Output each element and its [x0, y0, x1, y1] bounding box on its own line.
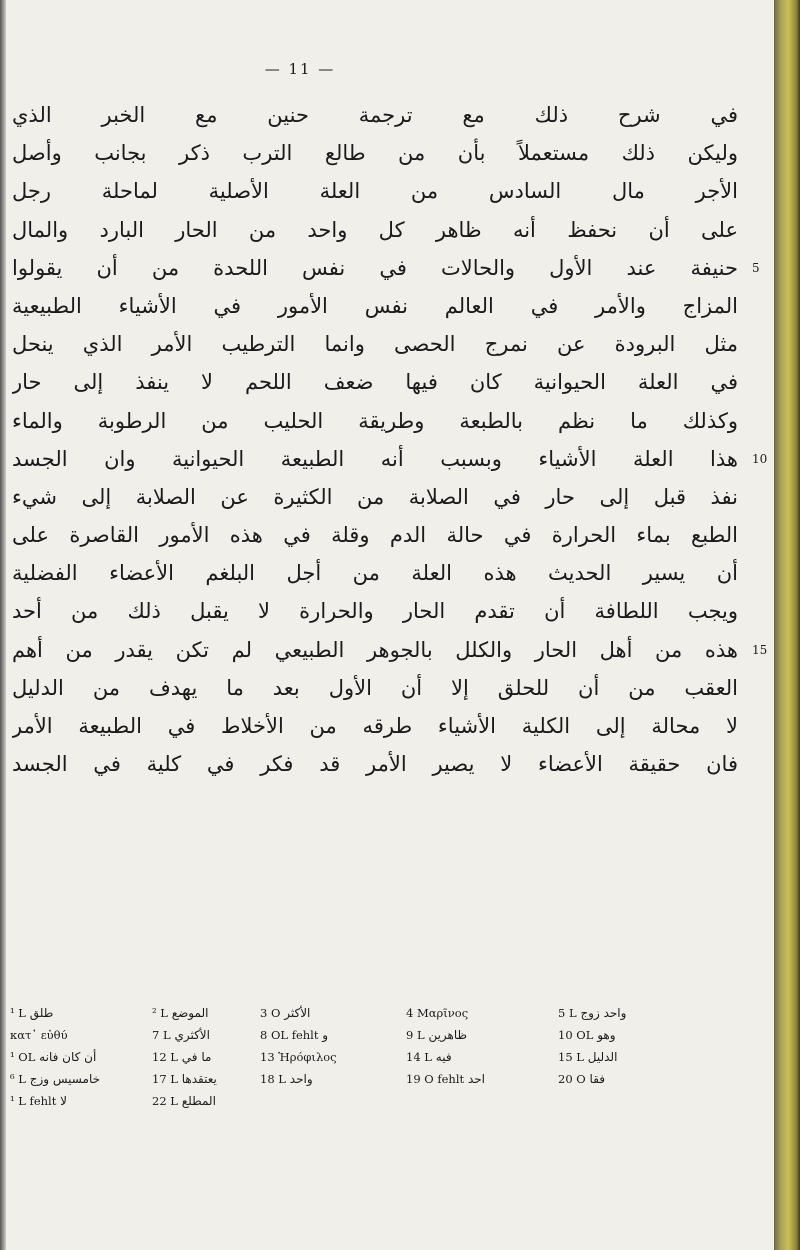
apparatus-entry — [558, 1046, 617, 1068]
apparatus-siglum: 10 OL — [558, 1028, 594, 1042]
text-line-content: هذه من أهل الحار والكلل بالجوهر الطبيعي لم تكن يقدر من أهم — [12, 637, 738, 662]
text-line-content: حنيفة عند الأول والحالات في نفس اللحدة من أن يقولوا — [12, 255, 738, 280]
apparatus-siglum: ¹ L — [10, 1006, 26, 1020]
apparatus-siglum: 19 O fehlt — [406, 1072, 465, 1086]
apparatus-row — [6, 1090, 746, 1112]
text-line — [12, 287, 738, 325]
text-line — [12, 249, 738, 287]
text-line-content: أن يسير الحديث هذه العلة من أجل البلغم الأعضاء الفضلية — [12, 561, 738, 586]
text-line-content: الأجر مال السادس من العلة الأصلية لماحلة رجل — [12, 179, 738, 204]
text-line — [12, 402, 738, 440]
apparatus-siglum: κατ᾽ εὐθύ — [10, 1028, 68, 1042]
line-number: 5 — [752, 260, 760, 275]
apparatus-entry — [260, 1046, 337, 1068]
apparatus-siglum: 20 O — [558, 1072, 586, 1086]
line-number: 10 — [752, 451, 768, 466]
apparatus-entry — [406, 1046, 452, 1068]
apparatus-reading: فيه — [431, 1050, 452, 1064]
apparatus-reading: احد — [464, 1072, 486, 1086]
apparatus-siglum: 14 L — [406, 1050, 432, 1064]
arabic-body-text — [12, 96, 738, 783]
apparatus-reading: ظاهرين — [424, 1028, 468, 1042]
book-spine-edge — [774, 0, 800, 1250]
text-line-content: الطبع بماء الحرارة في حالة الدم وقلة في هذه الأمور القاصرة على — [12, 523, 738, 548]
critical-apparatus — [6, 1002, 746, 1112]
apparatus-siglum: ² L — [152, 1006, 168, 1020]
text-line — [12, 554, 738, 592]
apparatus-reading: طلق — [25, 1006, 54, 1020]
apparatus-reading: الأكثري — [170, 1028, 210, 1042]
apparatus-entry — [558, 1024, 616, 1046]
apparatus-siglum: 15 L — [558, 1050, 584, 1064]
text-line — [12, 325, 738, 363]
text-line-content: مثل البرودة عن نمرج الحصى وانما الترطيب الأمر الذي ينحل — [12, 332, 738, 357]
apparatus-entry — [260, 1068, 313, 1090]
apparatus-reading: المطلع — [177, 1094, 216, 1108]
apparatus-entry — [152, 1090, 216, 1112]
apparatus-siglum: 7 L — [152, 1028, 171, 1042]
apparatus-entry — [558, 1002, 626, 1024]
apparatus-entry — [406, 1002, 468, 1024]
apparatus-reading: واحد — [285, 1072, 313, 1086]
text-line — [12, 96, 738, 134]
apparatus-reading: خامسيس وزج — [25, 1072, 101, 1086]
text-line-content: وكذلك ما نظم بالطبعة وطريقة الحليب من الرطوبة والماء — [12, 408, 738, 433]
apparatus-reading: الدليل — [583, 1050, 618, 1064]
text-line-content: نفذ قبل إلى حار في الصلابة من الكثيرة عن الصلابة إلى شيء — [12, 484, 738, 509]
text-line — [12, 211, 738, 249]
text-line — [12, 478, 738, 516]
text-line-content: هذا العلة الأشياء وبسبب أنه الطبيعة الحيوانية وان الجسد — [12, 446, 738, 471]
apparatus-entry — [10, 1090, 67, 1112]
apparatus-entry — [260, 1002, 310, 1024]
apparatus-siglum: 3 O — [260, 1006, 281, 1020]
apparatus-siglum: 8 OL fehlt — [260, 1028, 319, 1042]
apparatus-reading: أن كان فانه — [35, 1050, 97, 1064]
text-line-content: فان حقيقة الأعضاء لا يصير الأمر قد فكر في كلية في الجسد — [12, 752, 738, 777]
apparatus-reading: ما في — [177, 1050, 212, 1064]
text-line — [12, 440, 738, 478]
text-line — [12, 592, 738, 630]
text-line-content: لا محالة إلى الكلية الأشياء طرقه من الأخلاط في الطبيعة الأمر — [12, 714, 738, 738]
text-line — [12, 631, 738, 669]
text-line — [12, 745, 738, 783]
apparatus-entry — [406, 1068, 485, 1090]
apparatus-entry — [10, 1046, 96, 1068]
apparatus-siglum: 9 L — [406, 1028, 425, 1042]
apparatus-entry — [10, 1002, 53, 1024]
apparatus-entry — [152, 1068, 217, 1090]
text-line-content: وليكن ذلك مستعملاً بأن من طالع الترب ذكر بجانب وأصل — [12, 141, 738, 166]
apparatus-reading: الموضع — [167, 1006, 209, 1020]
apparatus-siglum: ¹ OL — [10, 1050, 36, 1064]
apparatus-entry — [10, 1024, 68, 1046]
text-line-content: المزاج والأمر في العالم نفس الأمور في الأشياء الطبيعية — [12, 293, 738, 318]
apparatus-row — [6, 1068, 746, 1090]
text-line-content: على أن نحفظ أنه ظاهر كل واحد من الحار البارد والمال — [12, 217, 738, 242]
text-line — [12, 172, 738, 210]
apparatus-entry — [152, 1002, 208, 1024]
line-number: 15 — [752, 642, 768, 657]
apparatus-siglum: 12 L — [152, 1050, 178, 1064]
text-line — [12, 363, 738, 401]
text-line-content: في شرح ذلك مع ترجمة حنين مع الخبر الذي — [12, 103, 738, 127]
apparatus-row — [6, 1046, 746, 1068]
apparatus-reading: واحد زوج — [576, 1006, 627, 1020]
apparatus-siglum: 13 Ἡρόφιλος — [260, 1050, 337, 1064]
apparatus-entry — [406, 1024, 467, 1046]
apparatus-reading: فقا — [585, 1072, 606, 1086]
apparatus-siglum: ⁶ L — [10, 1072, 26, 1086]
apparatus-entry — [152, 1024, 210, 1046]
text-line — [12, 707, 738, 745]
apparatus-siglum: 5 L — [558, 1006, 577, 1020]
apparatus-reading: وهو — [593, 1028, 616, 1042]
apparatus-entry — [152, 1046, 211, 1068]
apparatus-siglum: 18 L — [260, 1072, 286, 1086]
page-number: — 11 — — [264, 60, 336, 78]
text-line — [12, 516, 738, 554]
apparatus-entry — [558, 1068, 605, 1090]
text-line-content: ويجب اللطافة أن تقدم الحار والحرارة لا يقبل ذلك من أحد — [12, 599, 738, 624]
apparatus-siglum: 17 L — [152, 1072, 178, 1086]
apparatus-reading: الأكثر — [280, 1006, 311, 1020]
apparatus-reading: و — [318, 1028, 329, 1042]
text-line-content: العقب من أن للحلق إلا أن الأول بعد ما يهدف من الدليل — [12, 675, 738, 700]
apparatus-siglum: 22 L — [152, 1094, 178, 1108]
text-line-content: في العلة الحيوانية كان فيها ضعف اللحم لا ينفذ إلى حار — [12, 370, 738, 395]
apparatus-entry — [10, 1068, 100, 1090]
text-line — [12, 134, 738, 172]
apparatus-reading: يعتقدها — [177, 1072, 217, 1086]
apparatus-siglum: 4 Μαρῖνος — [406, 1006, 469, 1020]
apparatus-row — [6, 1002, 746, 1024]
apparatus-siglum: ¹ L fehlt — [10, 1094, 57, 1108]
text-line — [12, 669, 738, 707]
apparatus-entry — [260, 1024, 328, 1046]
apparatus-row — [6, 1024, 746, 1046]
apparatus-reading: لا — [56, 1094, 67, 1108]
